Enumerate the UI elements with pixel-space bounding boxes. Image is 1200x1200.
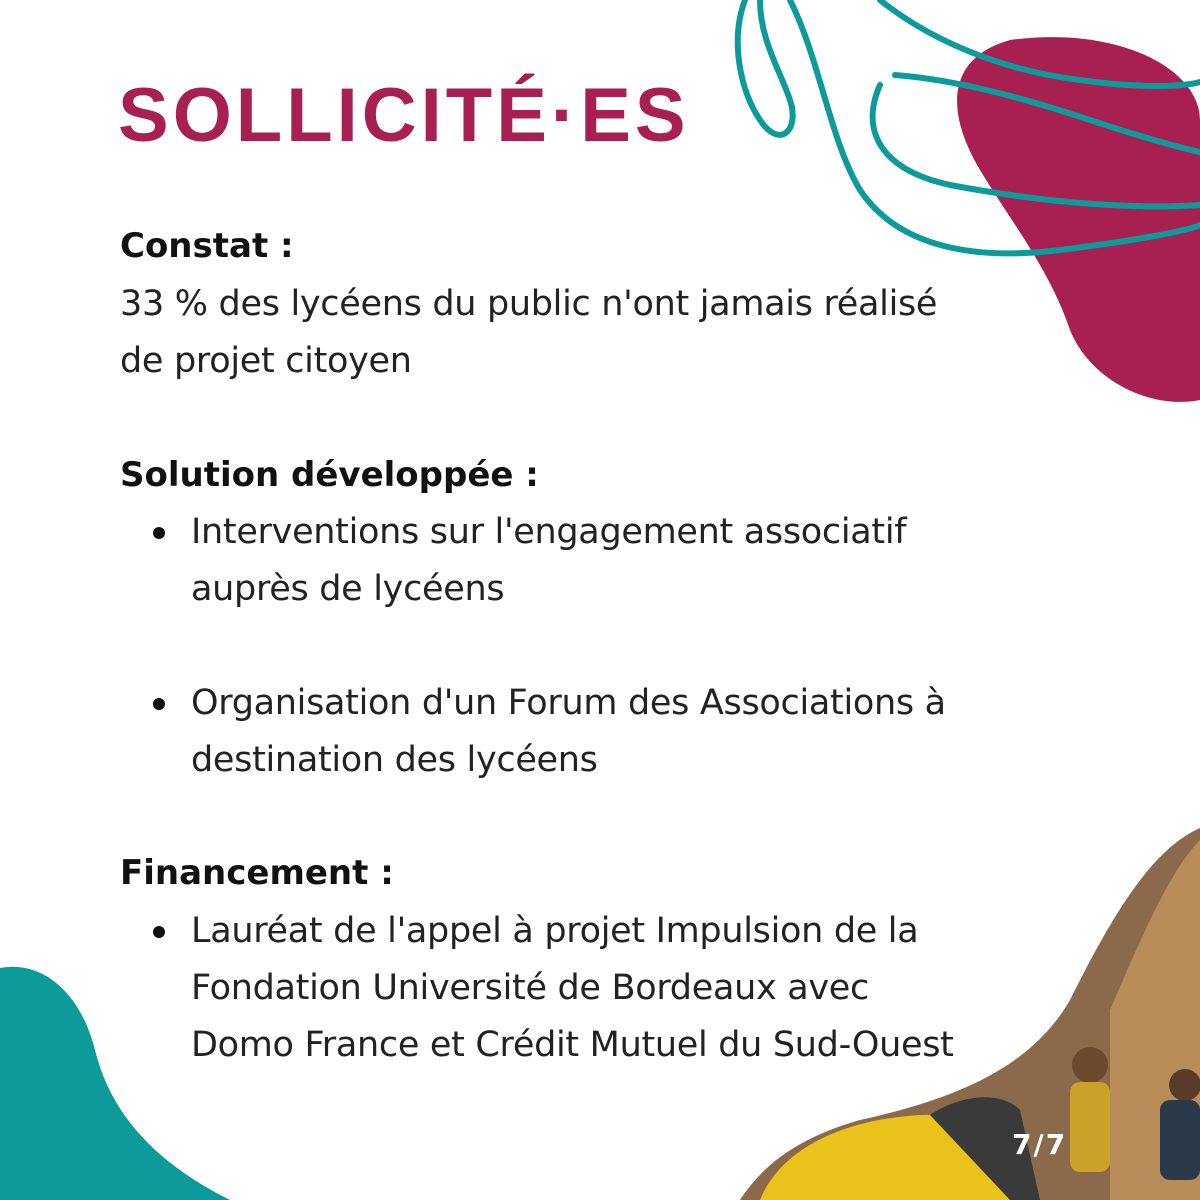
photo-person-head-1 (1072, 1047, 1108, 1083)
solution-item-2-line-1: Organisation d'un Forum des Associations à (191, 683, 946, 723)
financement-item-1-line-2: Fondation Université de Bordeaux avec (191, 968, 869, 1008)
solution-item-1-line-1: Interventions sur l'engagement associatif (191, 512, 907, 552)
constat-heading: Constat : (120, 226, 294, 266)
constat-line-1: 33 % des lycéens du public n'ont jamais réalisé (120, 284, 938, 324)
bullet-dot-icon (153, 926, 165, 938)
photo-person-head-2 (1169, 1069, 1200, 1101)
bullet-dot-icon (153, 698, 165, 710)
solution-item-1-line-2: auprès de lycéens (191, 569, 505, 609)
financement-item-1-line-3: Domo France et Crédit Mutuel du Sud-Ouest (191, 1025, 954, 1065)
teal-scribble-1 (738, 0, 793, 135)
constat-line-2: de projet citoyen (120, 341, 412, 381)
financement-item-1-line-1: Lauréat de l'appel à projet Impulsion de la (191, 911, 919, 951)
financement-heading: Financement : (120, 853, 394, 893)
page-number: 7/7 (1012, 1128, 1068, 1161)
photo-person-body-1 (1070, 1082, 1110, 1172)
bullet-dot-icon (153, 527, 165, 539)
page-title: SOLLICITÉ·ES (118, 73, 690, 158)
solution-item-2-line-2: destination des lycéens (191, 740, 598, 780)
solution-heading: Solution développée : (120, 455, 539, 495)
photo-person-body-2 (1160, 1100, 1200, 1180)
